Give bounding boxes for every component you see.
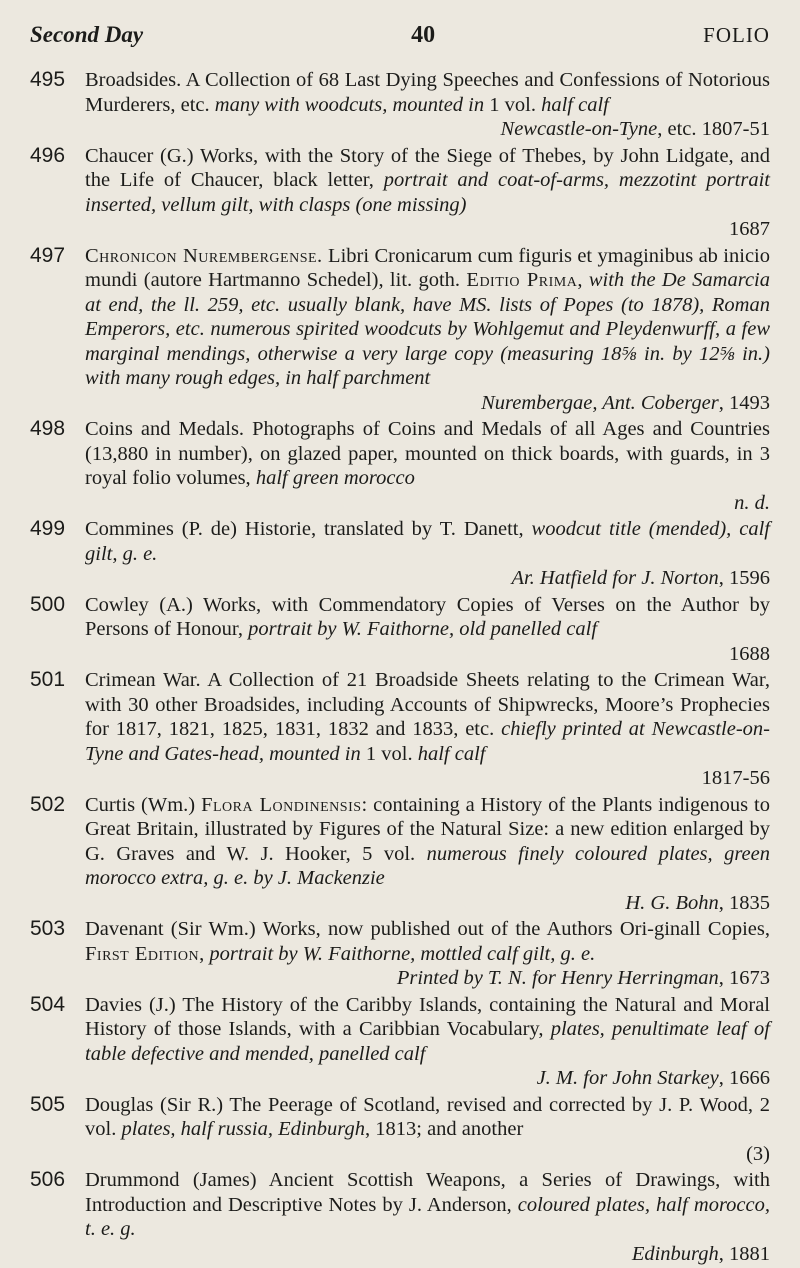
lot-entry	[30, 417, 770, 515]
lot-entry	[30, 993, 770, 1091]
lot-description: Davenant (Sir Wm.) Works, now published out of the Authors Ori-ginall Copies, First Edition, portrait by W. Faithorne, mottled calf gilt, g. e. Printed by T. N. for Henry Herringman, 1673	[85, 918, 770, 989]
lot-description: Chronicon Nurembergense. Libri Cronicarum cum figuris et ymaginibus ab inicio mundi (autore Hartmanno Schedel), lit. goth. Editio Prima, with the De Samarcia at end, the ll. 259, etc. usually blank, have MS. lists of Popes (to 1878), Roman Emperors, etc. numerous spirited woodcuts by Wohlgemut and Pleydenwurff, a few marginal mendings, otherwise a very large copy (measuring 18⅝ in. by 12⅝ in.) with many rough edges, in half parchment Nurembergae, Ant. Coberger, 1493	[85, 244, 770, 414]
lot-description: Coins and Medals. Photographs of Coins and Medals of all Ages and Countries (13,880 in number), on glazed paper, mounted on thick boards, with guards, in 3 royal folio volumes, half green morocco n. d.	[85, 418, 770, 514]
lot-number: 496	[30, 143, 66, 167]
lot-description: Broadsides. A Collection of 68 Last Dying Speeches and Confessions of Notorious Murderers, etc. many with woodcuts, mounted in 1 vol. half calf Newcastle-on-Tyne, etc. 1807-51	[85, 69, 770, 140]
lot-description: Chaucer (G.) Works, with the Story of the Siege of Thebes, by John Lidgate, and the Life of Chaucer, black letter, portrait and coat-of-arms, mezzotint portrait inserted, vellum gilt, with clasps (one missing) 1687	[85, 144, 770, 240]
lot-number: 498	[30, 417, 66, 440]
lot-number: 497	[30, 243, 66, 267]
header-section: FOLIO	[703, 23, 770, 47]
lot-number: 500	[30, 592, 66, 616]
lot-entry	[30, 593, 770, 667]
lot-entry	[30, 793, 770, 916]
lot-entry	[30, 517, 770, 591]
lot-number: 501	[30, 668, 66, 691]
lot-entry	[30, 1093, 770, 1167]
lot-number: 503	[30, 917, 66, 940]
lot-description: Davies (J.) The History of the Caribby Islands, containing the Natural and Moral History of those Islands, with a Caribbian Vocabulary, plates, penultimate leaf of table defective and mended, panelled calf J. M. for John Starkey, 1666	[85, 993, 770, 1089]
lot-description: Commines (P. de) Historie, translated by T. Danett, woodcut title (mended), calf gilt, g. e. Ar. Hatfield for J. Norton, 1596	[85, 518, 770, 589]
lot-entry	[30, 244, 770, 416]
lot-description: Drummond (James) Ancient Scottish Weapons, a Series of Drawings, with Introduction and Descriptive Notes by J. Anderson, coloured plates, half morocco, t. e. g. Edinburgh, 1881	[85, 1169, 770, 1265]
lot-description: Douglas (Sir R.) The Peerage of Scotland, revised and corrected by J. P. Wood, 2 vol. plates, half russia, Edinburgh, 1813; and another (3)	[85, 1093, 770, 1165]
page-number: 40	[411, 22, 436, 48]
lot-number: 502	[30, 792, 66, 816]
lot-number: 495	[30, 68, 66, 91]
lot-number: 506	[30, 1168, 66, 1191]
lot-number: 505	[30, 1092, 66, 1116]
lot-entry	[30, 1168, 770, 1266]
lot-number: 504	[30, 992, 66, 1016]
page-header	[30, 22, 770, 49]
lot-description: Crimean War. A Collection of 21 Broadside Sheets relating to the Crimean War, with 30 other Broadsides, including Accounts of Shipwrecks, Moore’s Prophecies for 1817, 1821, 1825, 1831, 1832 and 1833, etc. chiefly printed at Newcastle-on-Tyne and Gates-head, mounted in 1 vol. half calf 1817-56	[85, 669, 770, 789]
lot-description: Cowley (A.) Works, with Commendatory Copies of Verses on the Author by Persons of Honour, portrait by W. Faithorne, old panelled calf 1688	[85, 593, 770, 665]
lot-description: Curtis (Wm.) Flora Londinensis: containing a History of the Plants indigenous to Great Britain, illustrated by Figures of the Natural Size: a new edition enlarged by G. Graves and W. J. Hooker, 5 vol. numerous finely coloured plates, green morocco extra, g. e. by J. Mackenzie H. G. Bohn, 1835	[85, 793, 770, 914]
lot-list	[30, 68, 770, 1268]
lot-entry	[30, 917, 770, 991]
lot-entry	[30, 144, 770, 242]
lot-entry	[30, 68, 770, 142]
lot-number: 499	[30, 517, 66, 540]
lot-entry	[30, 668, 770, 791]
header-day: Second Day	[30, 22, 144, 47]
